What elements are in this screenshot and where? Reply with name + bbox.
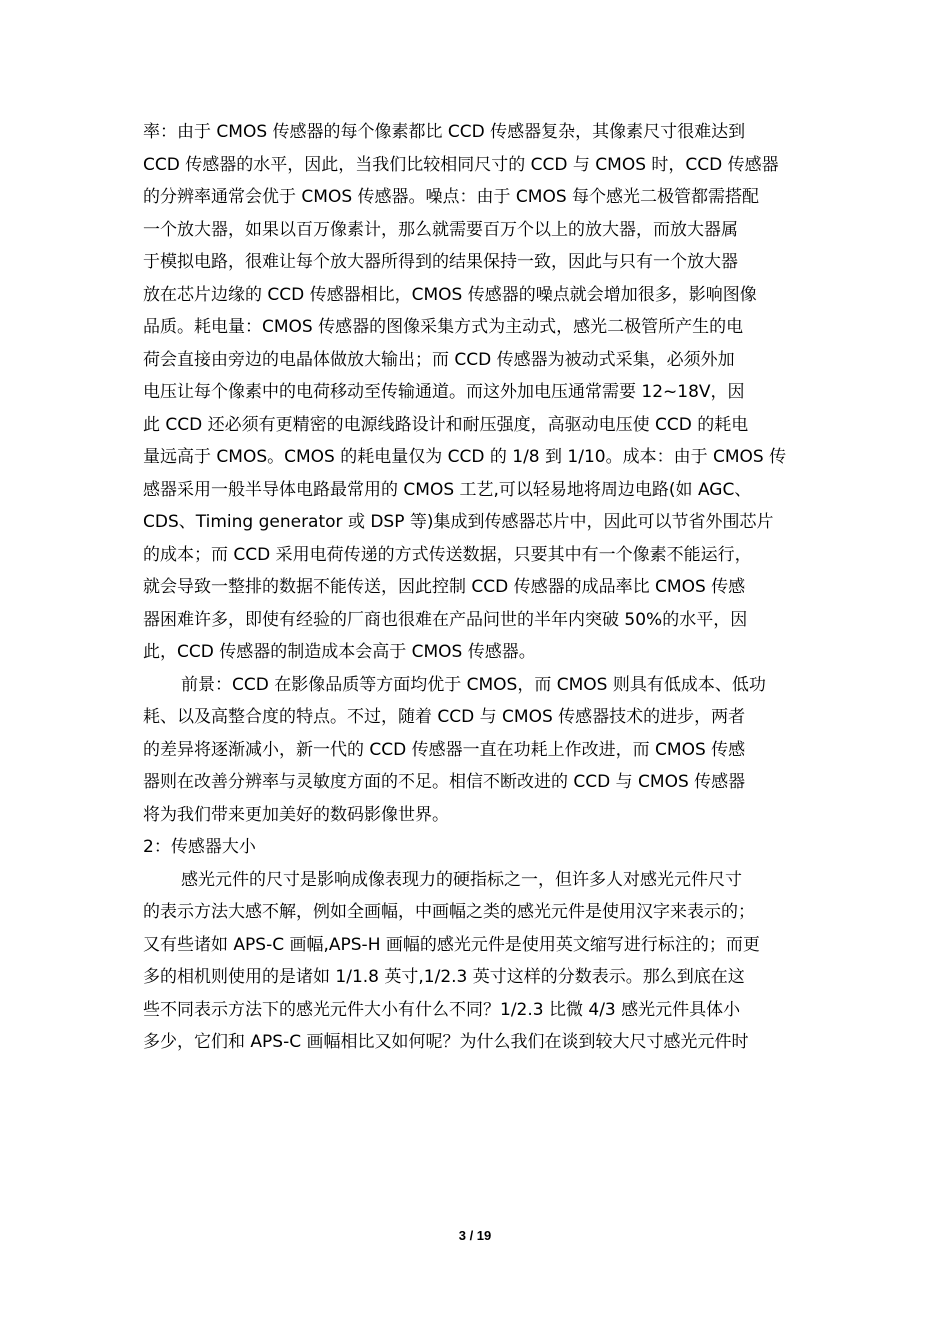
text-line: 器困难许多，即使有经验的厂商也很难在产品问世的半年内突破 50%的水平，因 <box>143 609 748 630</box>
text-line: 率：由于 CMOS 传感器的每个像素都比 CCD 传感器复杂，其像素尺寸很难达到 <box>143 122 746 142</box>
text-line: 器则在改善分辨率与灵敏度方面的不足。相信不断改进的 CCD 与 CMOS 传感器 <box>143 772 746 792</box>
page-number: 3 / 19 <box>458 1228 492 1243</box>
text-line: 量远高于 CMOS。CMOS 的耗电量仅为 CCD 的 1/8 到 1/10。成本：由于 CMOS 传 <box>143 447 787 467</box>
text-line: 多少，它们和 APS-C 画幅相比又如何呢？为什么我们在谈到较大尺寸感光元件时 <box>143 1032 749 1052</box>
paragraph-sensor-size <box>143 864 809 1059</box>
text-line: 耗、以及高整合度的特点。不过，随着 CCD 与 CMOS 传感器技术的进步，两者 <box>143 707 746 727</box>
text-line: 的分辨率通常会优于 CMOS 传感器。噪点：由于 CMOS 每个感光二极管都需搭配 <box>143 187 760 207</box>
text-line: 的表示方法大感不解，例如全画幅，中画幅之类的感光元件是使用汉字来表示的； <box>143 902 755 922</box>
text-line: 荷会直接由旁边的电晶体做放大输出；而 CCD 传感器为被动式采集，必须外加 <box>143 349 735 370</box>
page-body <box>143 116 809 1059</box>
text-line: 感器采用一般半导体电路最常用的 CMOS 工艺,可以轻易地将周边电路(如 AGC、 <box>143 479 752 500</box>
text-line: 多的相机则使用的是诸如 1/1.8 英寸,1/2.3 英寸这样的分数表示。那么到底在这 <box>143 967 745 987</box>
paragraph-sensor-comparison <box>143 116 809 669</box>
text-line: 的差异将逐渐减小，新一代的 CCD 传感器一直在功耗上作改进，而 CMOS 传感 <box>143 739 746 760</box>
text-line: 些不同表示方法下的感光元件大小有什么不同？1/2.3 比微 4/3 感光元件具体小 <box>143 999 741 1020</box>
text-line: 一个放大器，如果以百万像素计，那么就需要百万个以上的放大器，而放大器属 <box>143 219 738 240</box>
section-heading: 2：传感器大小 <box>143 837 256 857</box>
paragraph-outlook <box>143 669 809 832</box>
text-line: 的成本；而 CCD 采用电荷传递的方式传送数据，只要其中有一个像素不能运行， <box>143 544 752 565</box>
text-line: 品质。耗电量：CMOS 传感器的图像采集方式为主动式，感光二极管所产生的电 <box>143 317 744 337</box>
text-line: CDS、Timing generator 或 DSP 等)集成到传感器芯片中，因此可以节省外围芯片 <box>143 512 774 532</box>
text-line: 放在芯片边缘的 CCD 传感器相比，CMOS 传感器的噪点就会增加很多，影响图像 <box>143 284 757 305</box>
text-line: 于模拟电路，很难让每个放大器所得到的结果保持一致，因此与只有一个放大器 <box>143 252 738 272</box>
text-line: CCD 传感器的水平，因此，当我们比较相同尺寸的 CCD 与 CMOS 时，CCD 传感器 <box>143 154 779 175</box>
text-line: 此，CCD 传感器的制造成本会高于 CMOS 传感器。 <box>143 642 536 662</box>
text-line: 又有些诸如 APS-C 画幅,APS-H 画幅的感光元件是使用英文缩写进行标注的；而更 <box>143 934 760 955</box>
text-line: 将为我们带来更加美好的数码影像世界。 <box>143 804 449 825</box>
text-line: 就会导致一整排的数据不能传送，因此控制 CCD 传感器的成品率比 CMOS 传感 <box>143 577 746 597</box>
text-line: 电压让每个像素中的电荷移动至传输通道。而这外加电压通常需要 12~18V，因 <box>143 382 745 402</box>
text-line: 感光元件的尺寸是影响成像表现力的硬指标之一，但许多人对感光元件尺寸 <box>181 869 742 890</box>
text-line: 前景：CCD 在影像品质等方面均优于 CMOS，而 CMOS 则具有低成本、低功 <box>181 674 766 695</box>
text-line: 此 CCD 还必须有更精密的电源线路设计和耐压强度，高驱动电压使 CCD 的耗电 <box>143 414 749 435</box>
